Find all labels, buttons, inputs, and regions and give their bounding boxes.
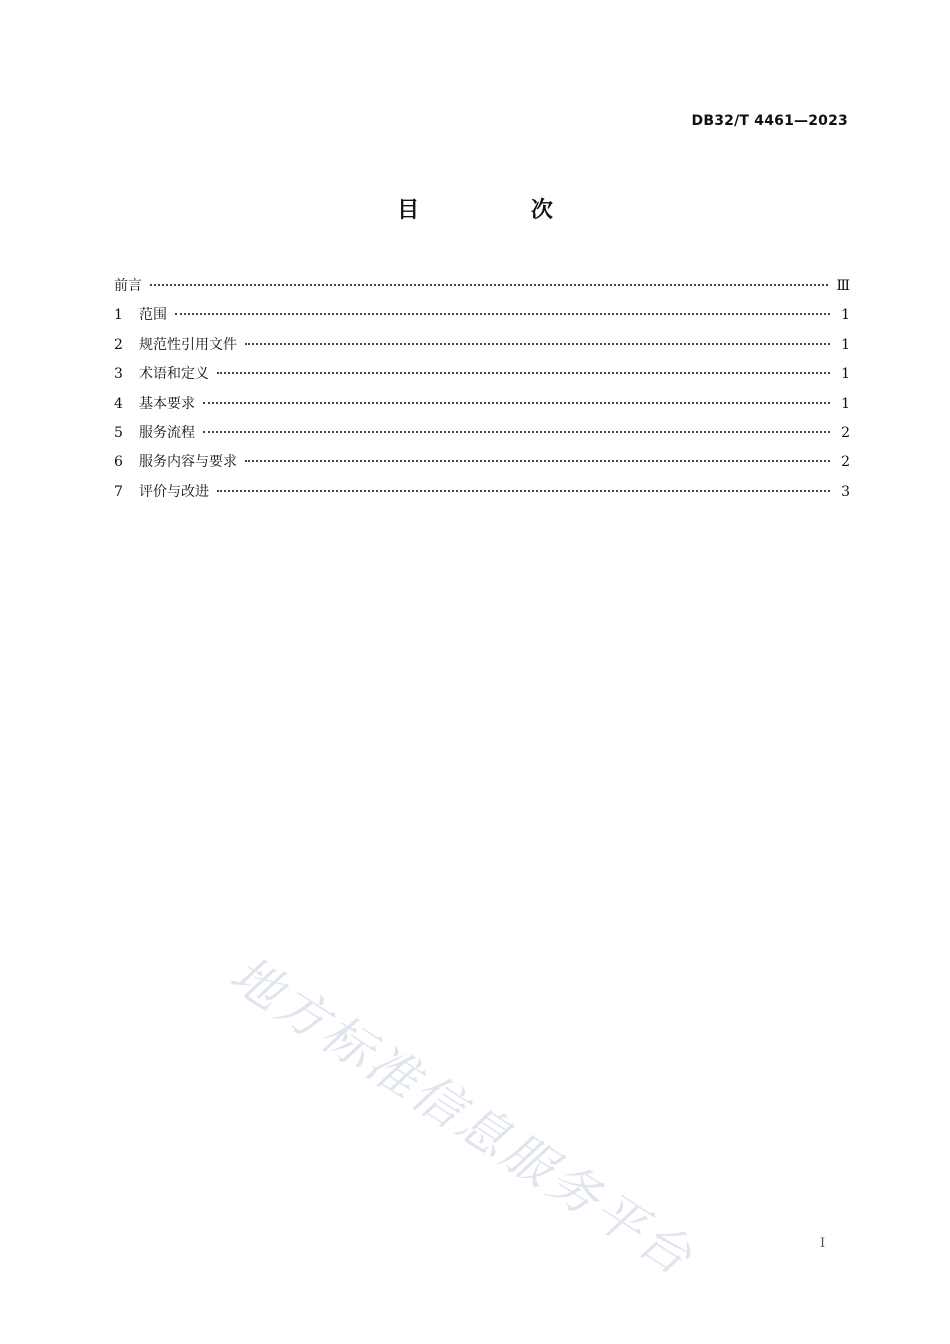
toc-entry-scope[interactable] — [114, 301, 850, 330]
toc-entry-number: 6 — [114, 454, 123, 471]
toc-entry-number: 2 — [114, 336, 123, 353]
toc-entry-page: 2 — [841, 454, 850, 471]
table-of-contents — [114, 272, 850, 507]
toc-entry-label: 术语和定义 — [139, 366, 209, 383]
toc-entry-label: 基本要求 — [139, 395, 195, 412]
toc-entry-label: 服务流程 — [139, 424, 195, 441]
toc-leader-dots — [245, 343, 830, 345]
toc-entry-number: 5 — [114, 424, 123, 441]
toc-entry-basic-requirements[interactable] — [114, 390, 850, 419]
toc-entry-page: 1 — [841, 366, 850, 383]
toc-entry-page: 1 — [841, 307, 850, 324]
toc-entry-label: 范围 — [139, 307, 167, 324]
toc-entry-label: 前言 — [114, 278, 142, 294]
toc-leader-dots — [203, 402, 830, 404]
toc-entry-number: 4 — [114, 395, 123, 412]
toc-entry-evaluation[interactable] — [114, 478, 850, 507]
toc-entry-label: 评价与改进 — [139, 483, 209, 500]
toc-entry-page: 2 — [841, 424, 850, 441]
toc-entry-number: 1 — [114, 307, 123, 324]
toc-leader-dots — [203, 431, 830, 433]
page-title: 目 次 — [397, 198, 605, 223]
watermark: 地方标准信息服务平台 — [220, 945, 705, 1288]
toc-entry-normative-references[interactable] — [114, 331, 850, 360]
toc-entry-label: 规范性引用文件 — [139, 336, 237, 353]
toc-entry-label: 服务内容与要求 — [139, 454, 237, 471]
toc-entry-page: 1 — [841, 336, 850, 353]
page-number: I — [820, 1236, 826, 1251]
toc-entry-foreword[interactable] — [114, 272, 850, 301]
toc-leader-dots — [175, 313, 830, 315]
toc-entry-terms-definitions[interactable] — [114, 360, 850, 389]
toc-leader-dots — [150, 284, 828, 286]
toc-leader-dots — [217, 490, 830, 492]
toc-entry-number: 3 — [114, 366, 123, 383]
toc-entry-service-process[interactable] — [114, 419, 850, 448]
toc-entry-service-content[interactable] — [114, 448, 850, 477]
toc-leader-dots — [245, 460, 830, 462]
toc-entry-page: 3 — [841, 483, 850, 500]
toc-entry-page: Ⅲ — [836, 278, 850, 294]
toc-entry-number: 7 — [114, 483, 123, 500]
toc-entry-page: 1 — [841, 395, 850, 412]
document-code: DB32/T 4461—2023 — [691, 113, 848, 129]
toc-leader-dots — [217, 372, 830, 374]
